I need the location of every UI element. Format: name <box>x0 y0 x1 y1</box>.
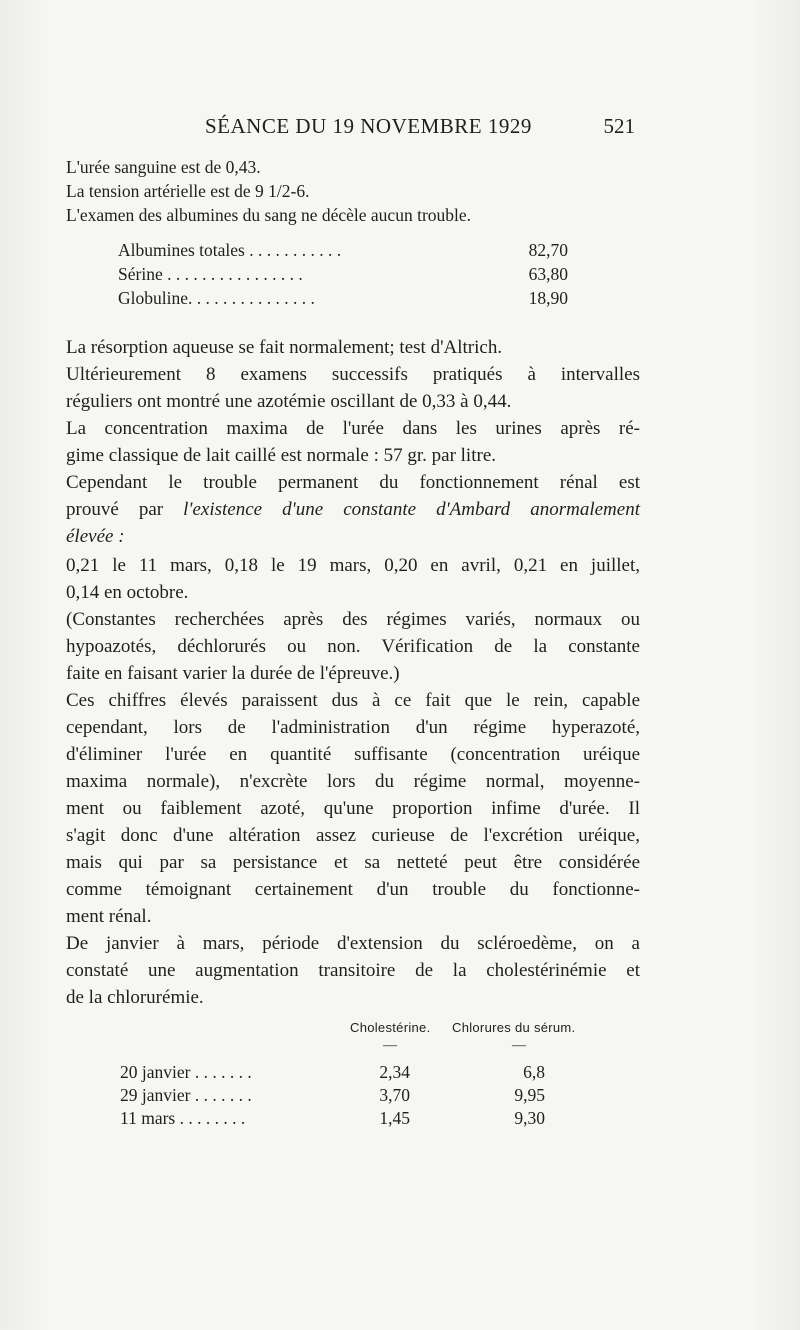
albumin-label: Globuline. . . . . . . . . . . . . . . <box>118 288 315 308</box>
body-line: ment rénal. <box>66 906 152 927</box>
body-line: (Constantes recherchées après des régimes variés, normaux ou <box>66 609 640 630</box>
albumin-value: 18,90 <box>528 288 568 308</box>
intro-line: L'urée sanguine est de 0,43. <box>66 157 261 177</box>
chol-row-label: 20 janvier . . . . . . . <box>120 1062 252 1082</box>
body-line: ment ou faiblement azoté, qu'une proportion infime d'urée. Il <box>66 798 640 819</box>
chol-col-header: Cholestérine. <box>350 1020 431 1035</box>
body-line: La résorption aqueuse se fait normalement; test d'Altrich. <box>66 337 503 358</box>
albumin-value: 63,80 <box>528 264 568 284</box>
body-line: 0,14 en octobre. <box>66 582 189 603</box>
body-line: constaté une augmentation transitoire de la cholestérinémie et <box>66 960 640 981</box>
intro-line: La tension artérielle est de 9 1/2-6. <box>66 181 310 201</box>
chol-dash: — <box>383 1038 397 1053</box>
albumin-value: 82,70 <box>528 240 568 260</box>
body-line: Cependant le trouble permanent du fonctionnement rénal est <box>66 472 640 493</box>
page-number: 521 <box>603 114 635 138</box>
ambard-line-2 <box>66 526 640 548</box>
body-line: De janvier à mars, période d'extension du scléroedème, on a <box>66 933 640 954</box>
running-title: SÉANCE DU 19 NOVEMBRE 1929 <box>205 114 532 138</box>
chol-row-label: 11 mars . . . . . . . . <box>120 1108 246 1128</box>
body-line: Ces chiffres élevés paraissent dus à ce fait que le rein, capable <box>66 690 640 711</box>
ambard-italic: l'existence d'une constante d'Ambard anormalement <box>183 499 640 520</box>
ambard-italic-2: élevée : <box>66 526 125 547</box>
body-line: s'agit donc d'une altération assez curieuse de l'excrétion uréique, <box>66 825 640 846</box>
body-line: mais qui par sa persistance et sa netteté peut être considérée <box>66 852 640 873</box>
body-line: 0,21 le 11 mars, 0,18 le 19 mars, 0,20 en avril, 0,21 en juillet, <box>66 555 640 576</box>
chlor-value: 9,30 <box>514 1108 545 1128</box>
body-line: La concentration maxima de l'urée dans les urines après ré- <box>66 418 640 439</box>
albumin-label: Sérine . . . . . . . . . . . . . . . . <box>118 264 303 284</box>
body-line: réguliers ont montré une azotémie oscillant de 0,33 à 0,44. <box>66 391 512 412</box>
body-line: Ultérieurement 8 examens successifs pratiqués à intervalles <box>66 364 640 385</box>
body-line: hypoazotés, déchlorurés ou non. Vérification de la constante <box>66 636 640 657</box>
chol-row-label: 29 janvier . . . . . . . <box>120 1085 252 1105</box>
chol-value: 3,70 <box>379 1085 410 1105</box>
body-line: cependant, lors de l'administration d'un régime hyperazoté, <box>66 717 640 738</box>
body-line: comme témoignant certainement d'un trouble du fonctionne- <box>66 879 640 900</box>
chlor-value: 6,8 <box>523 1062 545 1082</box>
body-line: de la chlorurémie. <box>66 987 204 1008</box>
chol-value: 2,34 <box>379 1062 410 1082</box>
chlor-col-header: Chlorures du sérum. <box>452 1020 576 1035</box>
body-line: maxima normale), n'excrète lors du régime normal, moyenne- <box>66 771 640 792</box>
body-line: d'éliminer l'urée en quantité suffisante (concentration uréique <box>66 744 640 765</box>
albumin-label: Albumines totales . . . . . . . . . . . <box>118 240 342 260</box>
body-line: gime classique de lait caillé est normale : 57 gr. par litre. <box>66 445 496 466</box>
chlor-dash: — <box>512 1038 526 1053</box>
intro-line: L'examen des albumines du sang ne décèle aucun trouble. <box>66 205 472 225</box>
page-header <box>205 114 635 144</box>
ambard-prefix: prouvé par <box>66 499 184 520</box>
chlor-value: 9,95 <box>514 1085 545 1105</box>
chol-value: 1,45 <box>379 1108 410 1128</box>
body-line: faite en faisant varier la durée de l'épreuve.) <box>66 663 400 684</box>
ambard-line <box>66 499 640 521</box>
